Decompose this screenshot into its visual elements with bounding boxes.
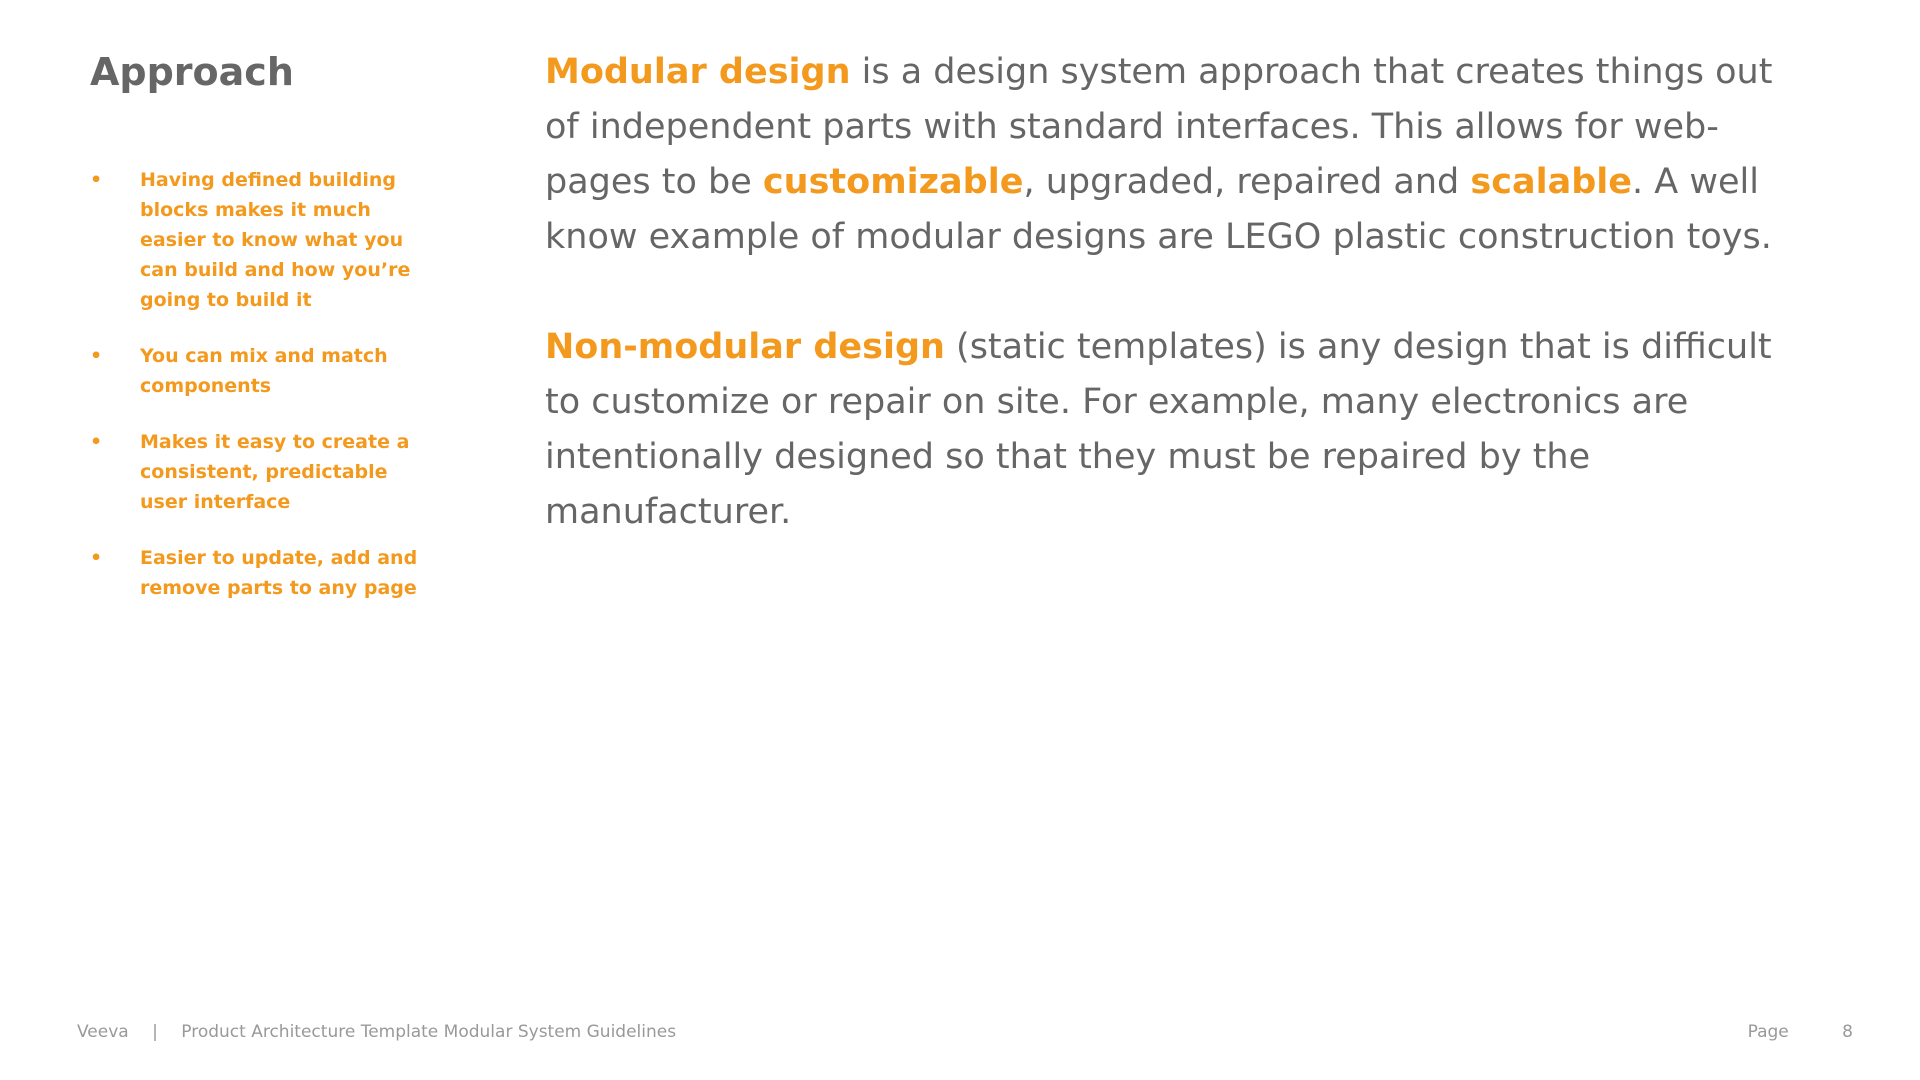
footer-page-number: 8 [1842,1022,1853,1042]
paragraph-text: . A well know example of modular designs are LEGO plastic construction toys. [545,162,1772,257]
list-item [90,341,435,401]
footer-doc-title: Product Architecture Template Modular System Guidelines [181,1022,677,1042]
bullet-text: Makes it easy to create a consistent, predictable user interface [140,431,410,513]
paragraph-text: (static templates) is any design that is difficult to customize or repair on site. For example, many electronics are intentionally designed so that they must be repaired by the manufacturer. [545,327,1772,532]
non-modular-design-term: Non-modular design [545,327,945,367]
modular-design-term: Modular design [545,52,851,92]
list-item [90,427,435,517]
non-modular-design-paragraph [545,320,1775,540]
list-item [90,165,435,315]
bullet-icon: • [90,169,103,191]
customizable-highlight: customizable [762,162,1024,202]
bullet-text: Easier to update, add and remove parts to any page [140,547,418,599]
footer-separator: | [152,1022,158,1042]
scalable-highlight: scalable [1470,162,1632,202]
bullet-text: Having defined building blocks makes it much easier to know what you can build and how you’re going to build it [140,169,411,311]
footer-page-label: Page [1747,1022,1789,1042]
bullet-text: You can mix and match components [140,345,388,397]
bullet-icon: • [90,431,103,453]
footer-right [1748,1022,1853,1042]
modular-design-paragraph [545,45,1775,265]
list-item [90,543,435,603]
page-title: Approach [90,50,294,94]
footer-brand: Veeva [77,1022,129,1042]
bullet-icon: • [90,547,103,569]
bullet-icon: • [90,345,103,367]
paragraph-text: , upgraded, repaired and [1023,162,1471,202]
footer-left [77,1022,676,1042]
approach-bullet-list [90,165,435,629]
paragraph-text: is a design system approach that creates things out of independent parts with standard interfaces. This allows for web-pages to be [545,52,1773,202]
